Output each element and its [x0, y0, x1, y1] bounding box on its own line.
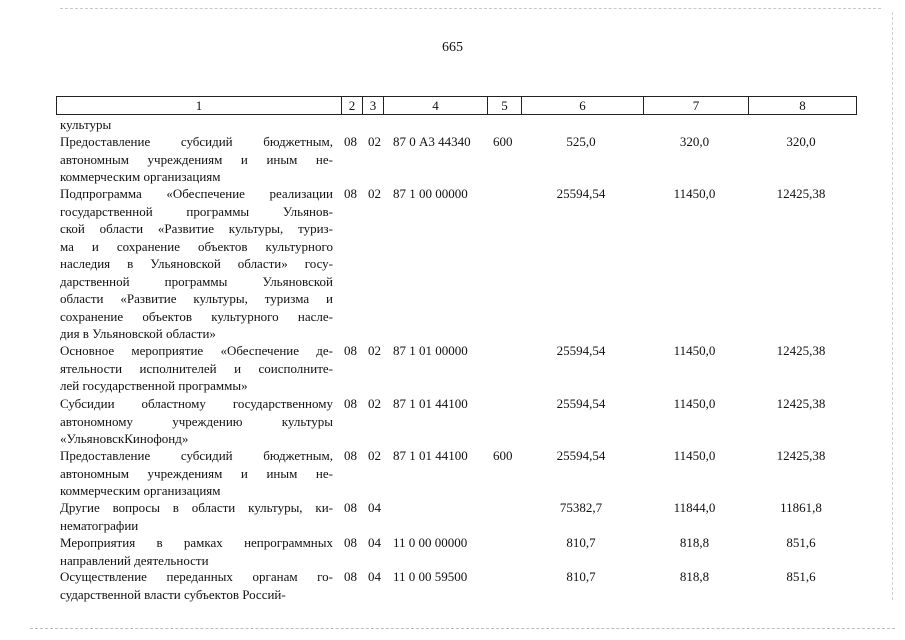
amount-year-3: 320,0: [786, 134, 816, 149]
column-header-6: 6: [522, 97, 644, 114]
amount-year-2: 320,0: [679, 134, 710, 149]
row-description: [60, 568, 333, 603]
column-header-3: 3: [363, 97, 384, 114]
amount-year-2: 11844,0: [673, 500, 716, 515]
amount-year-3: 12425,38: [776, 186, 826, 201]
description-line: направлений деятельности: [60, 552, 209, 568]
description-line: области «Развитие культуры, туризма и: [60, 291, 333, 306]
subsection-code: 02: [368, 396, 381, 411]
description-line: нематографии: [60, 517, 139, 533]
section-code: 08: [344, 500, 357, 515]
amount-year-2: 818,8: [679, 569, 710, 584]
description-line: Подпрограмма «Обеспечение реализации: [60, 186, 333, 201]
amount-year-2: 818,8: [679, 535, 710, 550]
description-line: Осуществление переданных органам го-: [60, 569, 333, 584]
amount-year-3: 851,6: [786, 569, 816, 584]
scan-edge-bottom: [30, 628, 895, 629]
section-code: 08: [344, 448, 357, 463]
subsection-code: 02: [368, 186, 381, 201]
amount-year-2: 11450,0: [673, 396, 716, 411]
description-line: коммерческим организациям: [60, 483, 221, 498]
description-line: Основное мероприятие «Обеспечение де-: [60, 343, 333, 358]
amount-year-1: 25594,54: [556, 396, 606, 411]
amount-year-1: 25594,54: [556, 448, 606, 463]
description-line: автономным учреждениям и иным не-: [60, 465, 333, 481]
column-header-2: 2: [342, 97, 363, 114]
subsection-code: 02: [368, 448, 381, 463]
subsection-code: 04: [368, 569, 381, 584]
target-article-code: 11 0 00 00000: [393, 535, 468, 550]
target-article-code: 87 1 01 00000: [393, 343, 468, 358]
column-header-5: 5: [488, 97, 522, 114]
amount-year-1: 810,7: [566, 569, 596, 584]
section-code: 08: [344, 535, 357, 550]
description-line: дия в Ульяновской области»: [60, 326, 216, 341]
section-code: 08: [344, 343, 357, 358]
column-header-8: 8: [749, 97, 857, 114]
row-description: [60, 534, 333, 569]
amount-year-3: 11861,8: [780, 500, 822, 515]
amount-year-3: 12425,38: [776, 396, 826, 411]
target-article-code: 11 0 00 59500: [393, 569, 468, 584]
description-line: дарственной программы Ульяновской: [60, 273, 333, 289]
scan-edge-right: [892, 12, 893, 600]
section-code: 08: [344, 569, 357, 584]
description-line: автономным учреждениям и иным не-: [60, 151, 333, 167]
description-line: ма и сохранение объектов культурного: [60, 238, 333, 254]
section-code: 08: [344, 134, 357, 149]
amount-year-1: 75382,7: [559, 500, 603, 515]
description-line: коммерческим организациям: [60, 169, 221, 184]
scan-edge-top: [60, 8, 881, 9]
target-article-code: 87 1 01 44100: [393, 396, 468, 411]
description-line: Субсидии областному государственному: [60, 396, 333, 411]
row-description: [60, 342, 333, 395]
description-line: сударственной власти субъектов Россий-: [60, 586, 286, 602]
amount-year-1: 25594,54: [556, 343, 606, 358]
column-header-7: 7: [644, 97, 749, 114]
amount-year-1: 525,0: [566, 134, 596, 149]
section-code: 08: [344, 396, 357, 411]
amount-year-3: 12425,38: [776, 343, 826, 358]
row-description: [60, 133, 333, 186]
subsection-code: 02: [368, 134, 381, 149]
target-article-code: 87 1 01 44100: [393, 448, 468, 463]
description-line: Другие вопросы в области культуры, ки-: [60, 500, 333, 515]
subsection-code: 02: [368, 343, 381, 358]
amount-year-2: 11450,0: [673, 343, 716, 358]
description-line: культуры: [60, 117, 112, 132]
amount-year-2: 11450,0: [673, 448, 716, 463]
amount-year-2: 11450,0: [673, 186, 716, 201]
description-line: ятельности исполнителей и соисполните-: [60, 360, 333, 376]
amount-year-1: 810,7: [566, 535, 596, 550]
subsection-code: 04: [368, 500, 381, 515]
column-header-1: 1: [57, 97, 342, 114]
description-line: Предоставление субсидий бюджетным,: [60, 134, 333, 149]
description-line: Предоставление субсидий бюджетным,: [60, 448, 333, 463]
expense-type-code: 600: [493, 134, 513, 149]
description-line: Мероприятия в рамках непрограммных: [60, 535, 333, 550]
subsection-code: 04: [368, 535, 381, 550]
expense-type-code: 600: [493, 448, 513, 463]
description-line: автономному учреждению культуры: [60, 413, 333, 429]
page-number: 665: [442, 40, 463, 55]
amount-year-3: 851,6: [786, 535, 816, 550]
description-line: лей государственной программы»: [60, 378, 248, 393]
table-header: [56, 96, 857, 115]
section-code: 08: [344, 186, 357, 201]
description-line: сохранение объектов культурного насле-: [60, 308, 333, 324]
amount-year-1: 25594,54: [556, 186, 606, 201]
description-line: ской области «Развитие культуры, туриз-: [60, 221, 333, 236]
target-article-code: 87 0 А3 44340: [393, 134, 471, 149]
row-description: [60, 395, 333, 448]
description-line: «УльяновскКинофонд»: [60, 431, 189, 446]
row-description: [60, 447, 333, 500]
description-line: наследия в Ульяновской области» госу-: [60, 256, 333, 271]
row-description: [60, 116, 333, 134]
amount-year-3: 12425,38: [776, 448, 826, 463]
description-line: государственной программы Ульянов-: [60, 203, 333, 219]
target-article-code: 87 1 00 00000: [393, 186, 468, 201]
row-description: [60, 185, 333, 343]
row-description: [60, 499, 333, 534]
column-header-4: 4: [384, 97, 488, 114]
